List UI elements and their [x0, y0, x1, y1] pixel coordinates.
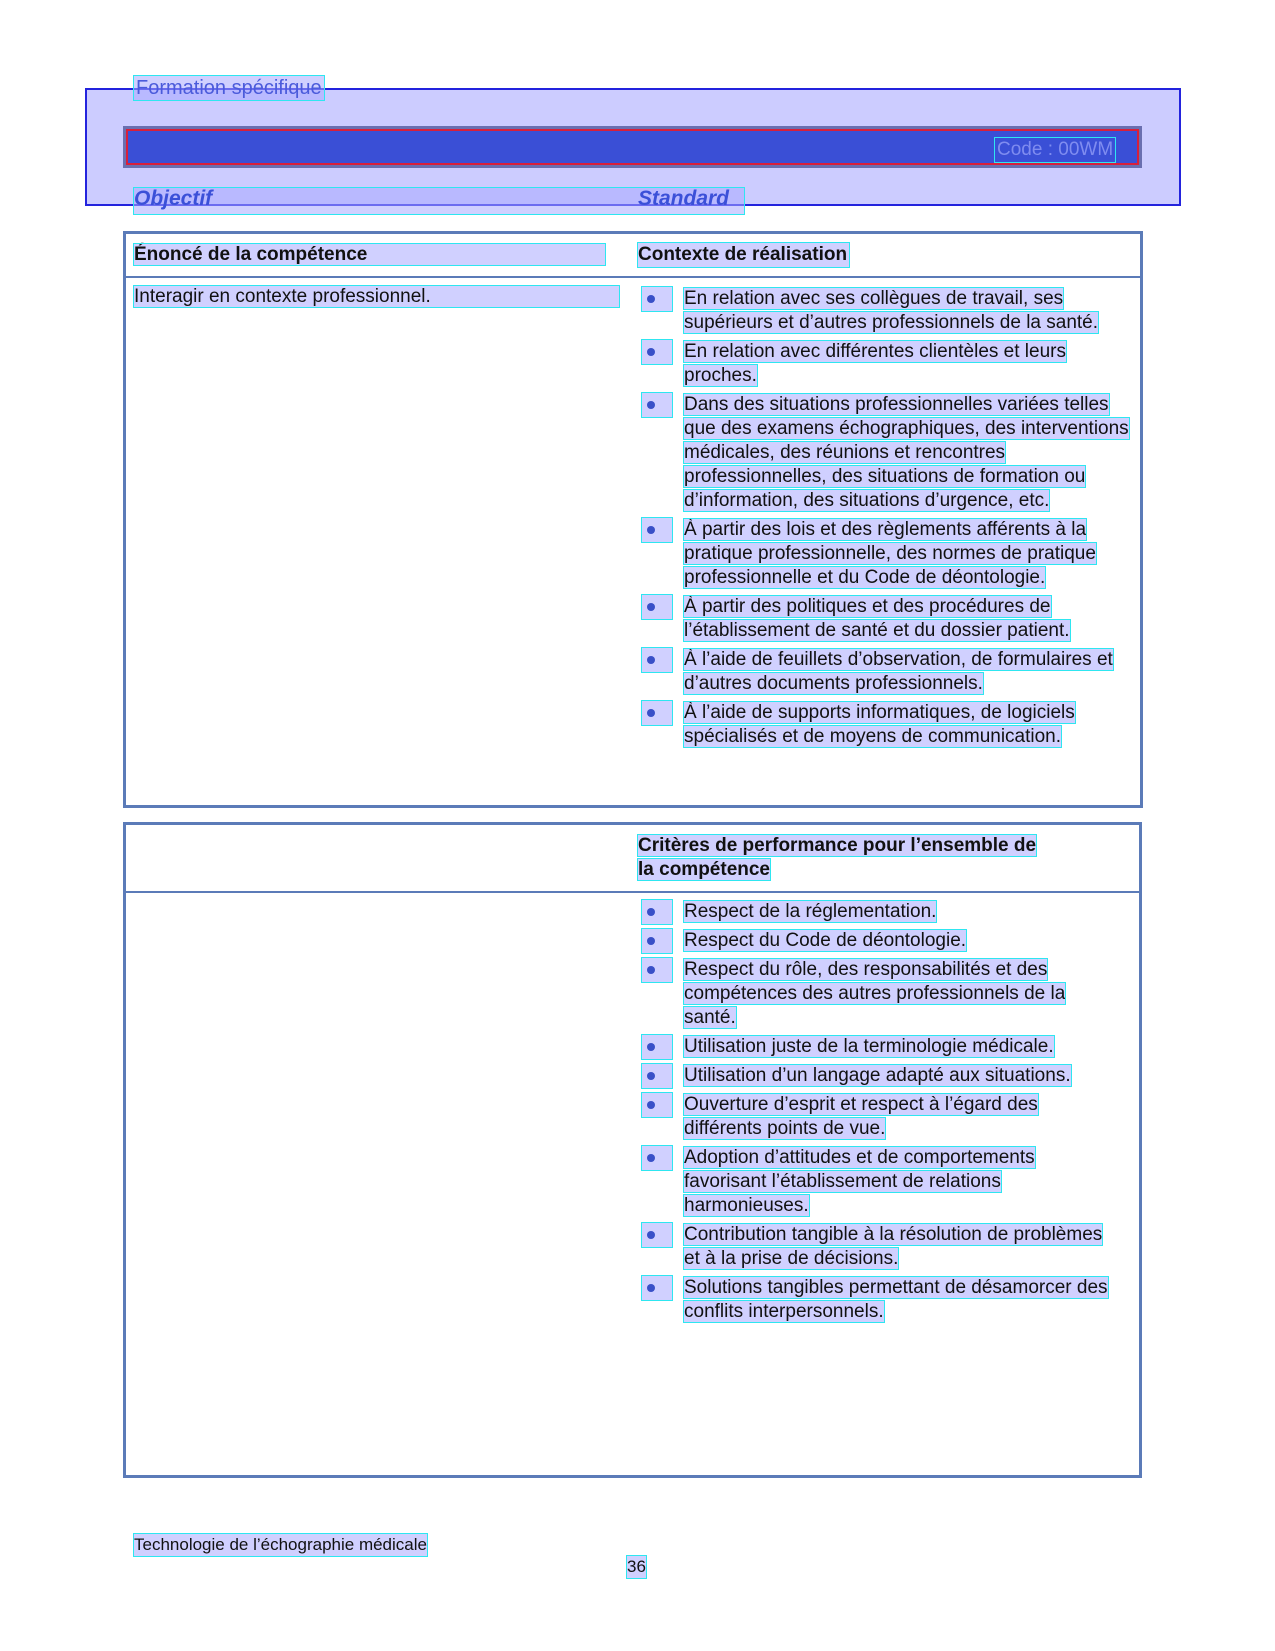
column-standard: Standard [638, 187, 730, 210]
footer-title: Technologie de l’échographie médicale [134, 1535, 427, 1554]
critere-item [642, 1093, 1112, 1141]
bullet-icon [642, 595, 672, 619]
contexte-item-text: Dans des situations professionnelles variées telles que des examens échographiques, des interventions médicales, des réunions et rencontres professionnelles, des situations de formation ou d’information, des situations d’urgence, etc. [684, 394, 1129, 511]
contexte-item [642, 701, 1132, 749]
bullet-icon [642, 287, 672, 311]
contexte-item [642, 518, 1132, 590]
critere-item-text: Contribution tangible à la résolution de problèmes et à la prise de décisions. [684, 1224, 1103, 1269]
critere-item [642, 1276, 1112, 1324]
contexte-item-text: À partir des politiques et des procédures de l’établissement de santé et du dossier patient. [684, 596, 1070, 641]
critere-item-text: Respect du Code de déontologie. [684, 930, 967, 951]
contexte-list [642, 287, 1132, 754]
contexte-item-text: À l’aide de feuillets d’observation, de formulaires et d’autres documents professionnels. [684, 649, 1113, 694]
section-label: Formation spécifique [136, 77, 322, 99]
table1-divider [126, 276, 1140, 278]
bullet-icon [642, 1276, 672, 1300]
bullet-icon [642, 340, 672, 364]
bullet-icon [642, 701, 672, 725]
critere-item [642, 900, 1112, 924]
contexte-item-text: En relation avec ses collègues de travail, ses supérieurs et d’autres professionnels de la santé. [684, 288, 1099, 333]
contexte-item [642, 287, 1132, 335]
criteres-list [642, 900, 1112, 1329]
critere-item [642, 958, 1112, 1030]
bullet-icon [642, 518, 672, 542]
critere-item [642, 1146, 1112, 1218]
contexte-item [642, 393, 1132, 513]
table2-divider [126, 891, 1139, 893]
bullet-icon [642, 929, 672, 953]
column-objectif: Objectif [134, 187, 213, 210]
bullet-icon [642, 1146, 672, 1170]
contexte-item [642, 648, 1132, 696]
critere-item-text: Respect du rôle, des responsabilités et des compétences des autres professionnels de la santé. [684, 959, 1066, 1028]
critere-item-text: Utilisation d’un langage adapté aux situations. [684, 1065, 1071, 1086]
bullet-icon [642, 1035, 672, 1059]
critere-item-text: Solutions tangibles permettant de désamorcer des conflits interpersonnels. [684, 1277, 1108, 1322]
page-number: 36 [627, 1557, 646, 1576]
contexte-item [642, 595, 1132, 643]
competence-statement: Interagir en contexte professionnel. [134, 285, 619, 309]
critere-item-text: Utilisation juste de la terminologie médicale. [684, 1036, 1054, 1057]
contexte-item-text: À l’aide de supports informatiques, de logiciels spécialisés et de moyens de communication. [684, 702, 1075, 747]
bullet-icon [642, 1093, 672, 1117]
code-bar-frame [126, 129, 1139, 165]
critere-item [642, 1035, 1112, 1059]
bullet-icon [642, 1223, 672, 1247]
bullet-icon [642, 648, 672, 672]
bullet-icon [642, 1064, 672, 1088]
enonce-heading: Énoncé de la compétence [134, 243, 605, 267]
critere-item-text: Ouverture d’esprit et respect à l’égard des différents points de vue. [684, 1094, 1038, 1139]
bullet-icon [642, 958, 672, 982]
contexte-heading: Contexte de réalisation [638, 244, 848, 265]
critere-item [642, 1223, 1112, 1271]
bullet-icon [642, 900, 672, 924]
critere-item-text: Adoption d’attitudes et de comportements favorisant l’établissement de relations harmonieuses. [684, 1147, 1035, 1216]
critere-item [642, 1064, 1112, 1088]
bullet-icon [642, 393, 672, 417]
critere-item [642, 929, 1112, 953]
code-label: Code : 00WM [997, 139, 1114, 160]
contexte-item [642, 340, 1132, 388]
critere-item-text: Respect de la réglementation. [684, 901, 937, 922]
criteres-heading: Critères de performance pour l’ensemble de la compétence [638, 835, 1037, 880]
contexte-item-text: À partir des lois et des règlements afférents à la pratique professionnelle, des normes de pratique professionnelle et du Code de déontologie. [684, 519, 1096, 588]
contexte-item-text: En relation avec différentes clientèles et leurs proches. [684, 341, 1066, 386]
